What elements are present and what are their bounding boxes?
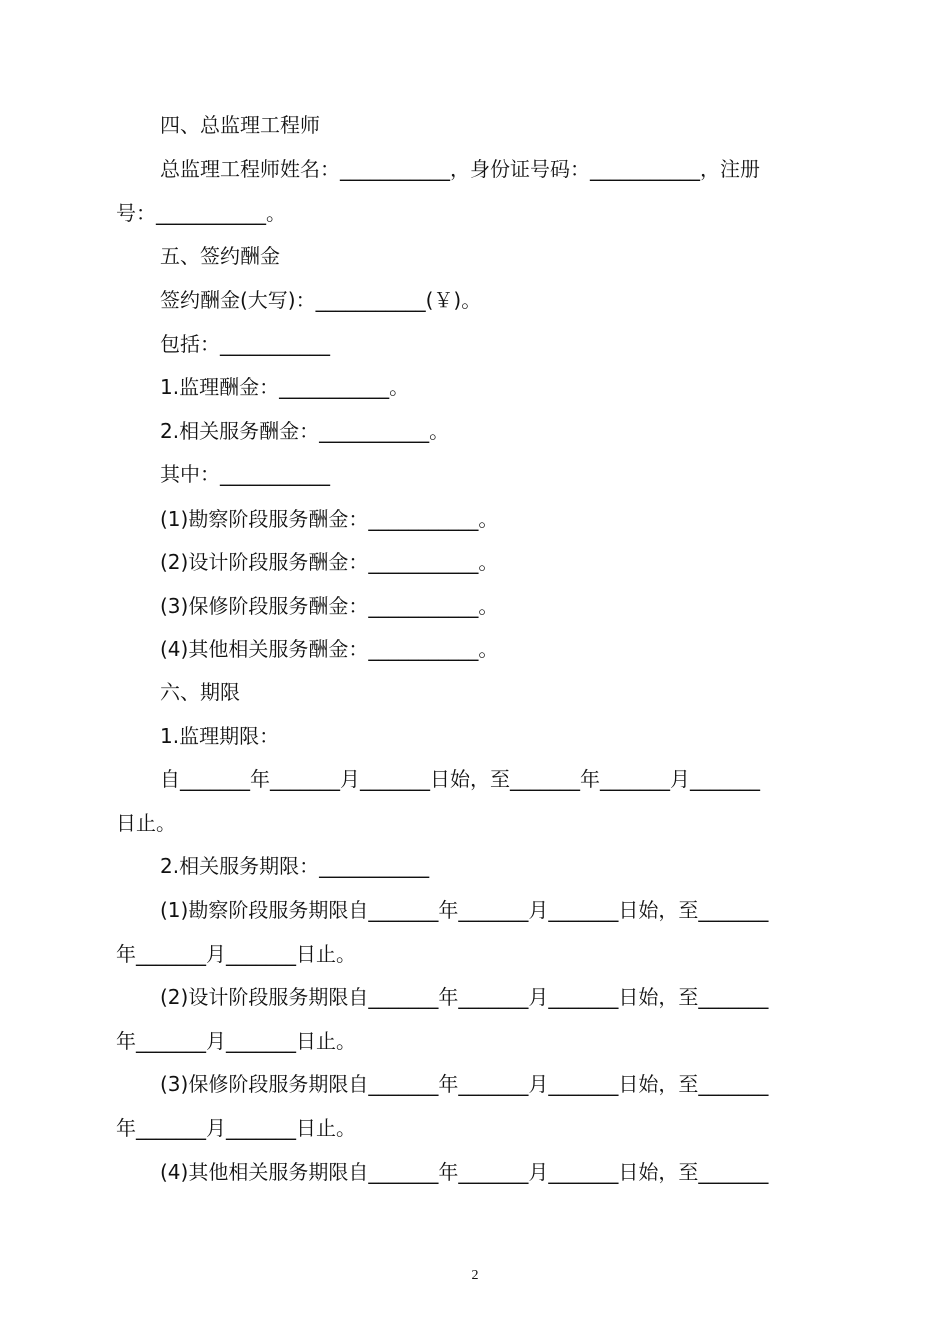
supervision-fee-line: 1.监理酬金：___________。 [160,375,410,399]
warranty-period-end-line: 年_______月_______日止。 [116,1116,356,1140]
section-4-heading: 四、总监理工程师 [160,113,320,137]
other-service-fee-line: (4)其他相关服务酬金：___________。 [160,637,499,661]
survey-period-end-line: 年_______月_______日止。 [116,942,356,966]
warranty-fee-line: (3)保修阶段服务酬金：___________。 [160,594,499,618]
section-5-heading: 五、签约酬金 [160,244,280,268]
other-service-period-line: (4)其他相关服务期限自_______年_______月_______日始，至_______ [160,1160,769,1184]
among-which-line: 其中：___________ [160,462,330,486]
design-period-line: (2)设计阶段服务期限自_______年_______月_______日始，至_______ [160,985,769,1009]
supervision-period-line: 1.监理期限： [160,724,280,748]
survey-fee-line: (1)勘察阶段服务酬金：___________。 [160,507,499,531]
supervision-period-end-line: 日止。 [116,811,176,835]
warranty-period-line: (3)保修阶段服务期限自_______年_______月_______日始，至_______ [160,1072,769,1096]
survey-period-line: (1)勘察阶段服务期限自_______年_______月_______日始，至_______ [160,898,769,922]
design-period-end-line: 年_______月_______日止。 [116,1029,356,1053]
chief-engineer-name-id-line: 总监理工程师姓名：___________，身份证号码：___________，注册 [160,157,760,181]
contract-fee-line: 签约酬金(大写)：___________(￥)。 [160,288,482,312]
registration-number-line: 号：___________。 [116,201,286,225]
page-number: 2 [471,1268,479,1283]
design-fee-line: (2)设计阶段服务酬金：___________。 [160,550,499,574]
related-service-period-line: 2.相关服务期限：___________ [160,854,430,878]
related-service-fee-line: 2.相关服务酬金：___________。 [160,419,450,443]
includes-line: 包括：___________ [160,332,330,356]
supervision-period-dates-line: 自_______年_______月_______日始，至_______年_______月_______ [160,767,760,791]
section-6-heading: 六、期限 [160,680,240,704]
